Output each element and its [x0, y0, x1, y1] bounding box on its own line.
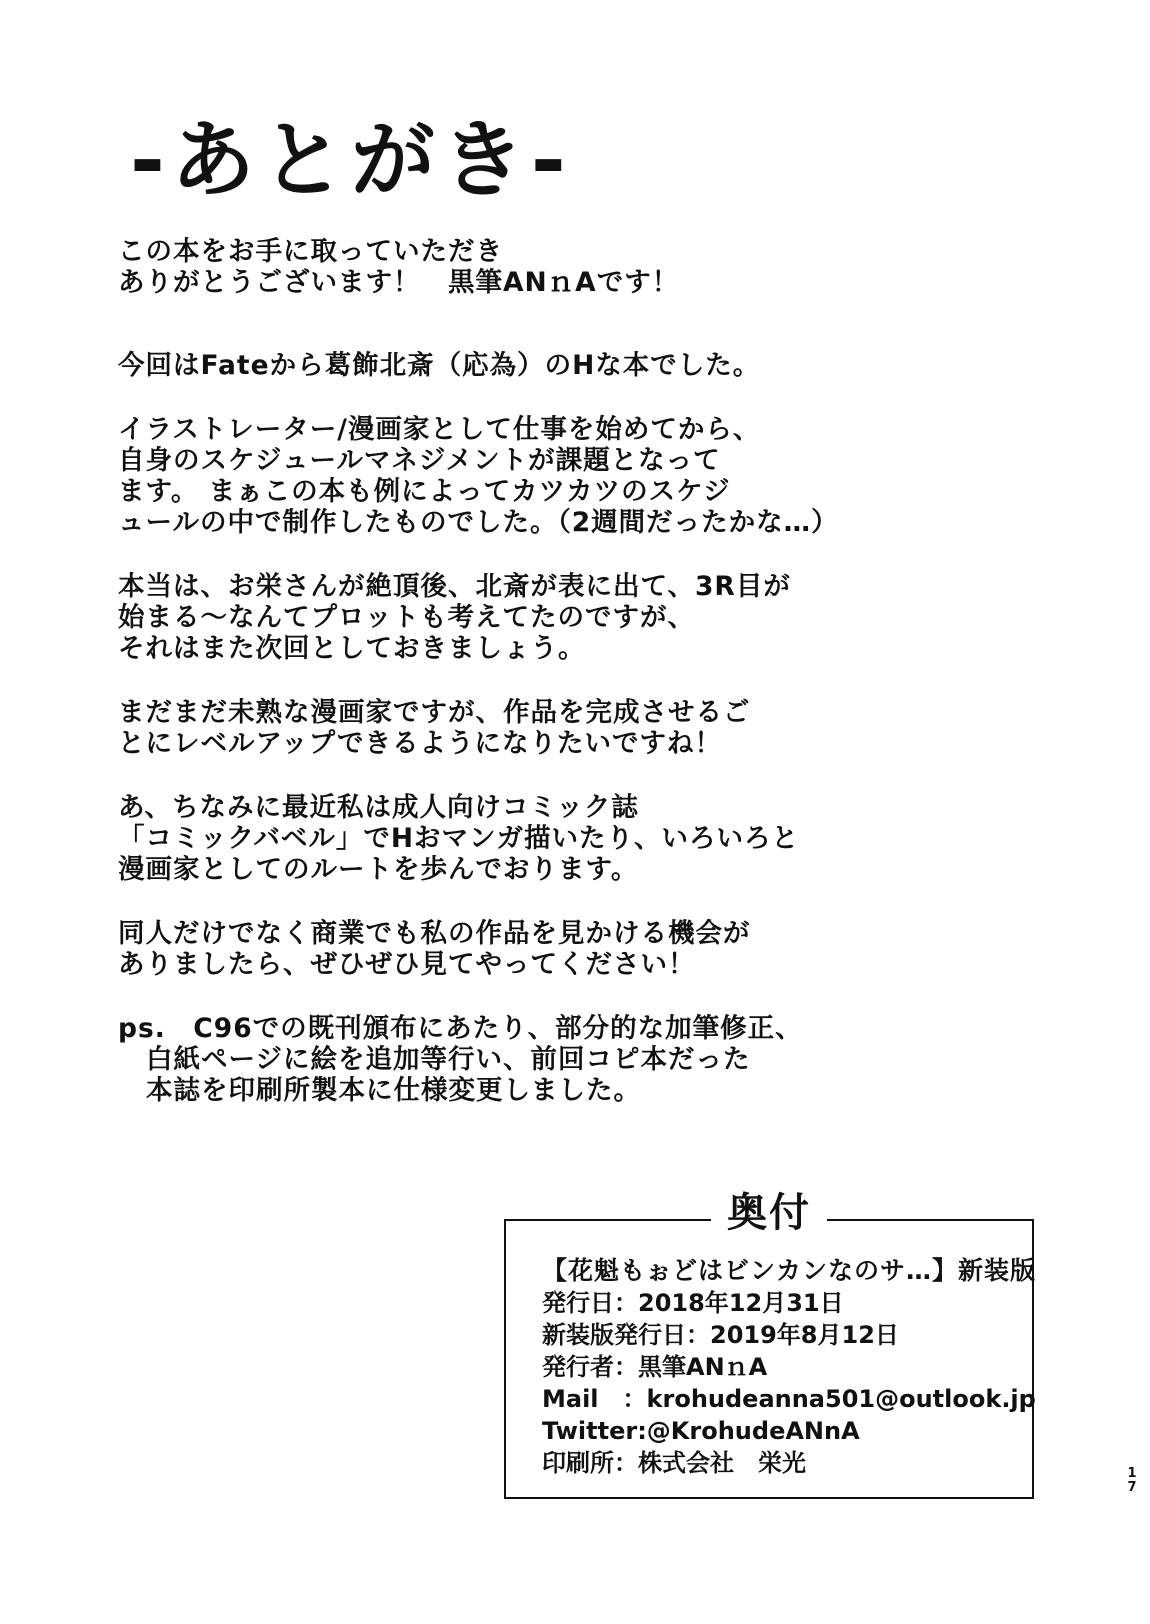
- paragraph-schedule: [118, 414, 1018, 538]
- text-line: 始まる～なんてプロットも考えてたのですが、: [118, 602, 695, 633]
- text-line: ありがとうございます！ 黒筆ANｎAです！: [118, 267, 680, 298]
- book-title: 【花魁もぉどはビンカンなのサ…】新装版: [542, 1256, 1037, 1285]
- mail-address: Mail ：krohudeanna501@outlook.jp: [542, 1385, 1036, 1413]
- publisher: 発行者：黒筆ANｎA: [542, 1353, 768, 1381]
- text-line: ありましたら、ぜひぜひ見てやってください！: [118, 949, 696, 980]
- text-line: 「コミックバベル」でHおマンガ描いたり、いろいろと: [118, 823, 800, 854]
- text-line: それはまた次回としておきましょう。: [118, 633, 586, 664]
- paragraph-commercial: [118, 918, 1018, 980]
- text-line: 本誌を印刷所製本に仕様変更しました。: [146, 1075, 641, 1106]
- paragraph-level-up: [118, 697, 1018, 759]
- twitter-handle: Twitter:@KrohudeANnA: [542, 1417, 860, 1445]
- paragraph-ps: [118, 1013, 1018, 1106]
- text-line: 同人だけでなく商業でも私の作品を見かける機会が: [118, 918, 751, 949]
- text-line: 漫画家としてのルートを歩んでおります。: [118, 854, 639, 885]
- page-number: [1126, 1467, 1138, 1495]
- text-line: この本をお手に取っていただき: [118, 236, 503, 267]
- paragraph-comic-babel: [118, 792, 1018, 885]
- afterword-body: [118, 236, 1018, 1139]
- text-line: 本当は、お栄さんが絶頂後、北斎が表に出て、3R目が: [118, 571, 791, 602]
- text-line: ps. C96での既刊頒布にあたり、部分的な加筆修正、: [118, 1013, 803, 1044]
- text-line: 白紙ページに絵を追加等行い、前回コピ本だった: [146, 1044, 751, 1075]
- text-line: 今回はFateから葛飾北斎（応為）のHな本でした。: [118, 350, 761, 381]
- page-number-digit: 1: [1127, 1466, 1137, 1481]
- page-number-digit: 7: [1127, 1480, 1137, 1495]
- colophon-title: 奥付: [711, 1189, 827, 1237]
- paragraph-greeting: [118, 236, 1018, 298]
- colophon-box: [504, 1190, 1037, 1499]
- text-line: イラストレーター/漫画家として仕事を始めてから、: [118, 414, 761, 445]
- text-line: とにレベルアップできるようになりたいですね！: [118, 728, 722, 759]
- new-edition-date: 新装版発行日：2019年8月12日: [542, 1321, 899, 1349]
- text-line: 自身のスケジュールマネジメントが課題となって: [118, 445, 721, 476]
- page-title: -あとがき-: [130, 111, 572, 209]
- paragraph-about-book: [118, 350, 1018, 381]
- text-line: ュールの中で制作したものでした。（2週間だったかな…）: [118, 507, 839, 538]
- paragraph-plot: [118, 571, 1018, 664]
- colophon-details: [542, 1255, 1037, 1479]
- printer: 印刷所：株式会社 栄光: [542, 1449, 806, 1477]
- text-line: まだまだ未熟な漫画家ですが、作品を完成させるご: [118, 697, 751, 728]
- text-line: ます。 まぁこの本も例によってカツカツのスケジ: [118, 476, 731, 507]
- publish-date: 発行日：2018年12月31日: [542, 1289, 844, 1317]
- text-line: あ、ちなみに最近私は成人向けコミック誌: [118, 792, 639, 823]
